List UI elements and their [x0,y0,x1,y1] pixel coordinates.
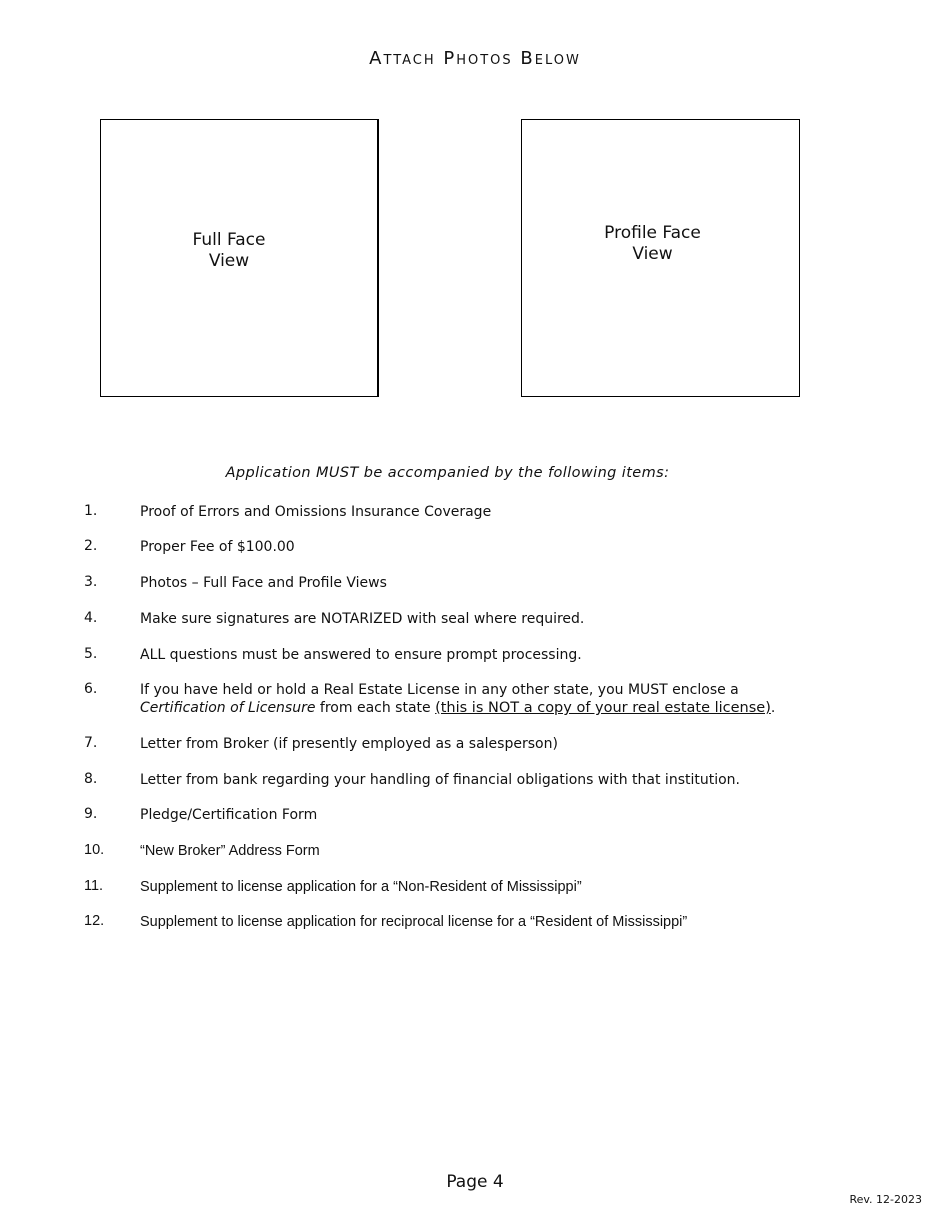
item-number: 9. [84,806,98,822]
item-number: 2. [84,538,98,554]
item-text: Proof of Errors and Omissions Insurance Coverage [140,504,492,520]
item-text [140,681,775,717]
item-text: Make sure signatures are NOTARIZED with seal where required. [140,611,585,627]
item-text: Letter from Broker (if presently employed as a salesperson) [140,736,558,752]
item-text: Supplement to license application for a “Non-Resident of Mississippi” [140,879,582,895]
item-number: 12. [84,913,105,929]
item-text: Proper Fee of $100.00 [140,539,295,555]
item-number: 11. [84,878,104,894]
item-text: Supplement to license application for reciprocal license for a “Resident of Mississippi” [140,914,688,930]
item-number: 7. [84,735,98,751]
page-title: Attach Photos Below [369,48,581,69]
revision-label: Rev. 12-2023 [849,1193,922,1206]
item-number: 5. [84,646,98,662]
item-text-end: . [770,700,776,716]
label-line: View [632,244,673,264]
item-number: 6. [84,681,98,697]
item-text: “New Broker” Address Form [140,843,320,859]
label-line: Profile Face [604,223,701,243]
full-face-label [91,230,367,272]
page-number: Page 4 [446,1172,504,1192]
item-number: 10. [84,842,105,858]
item-text: Pledge/Certification Form [140,807,318,823]
item-number: 8. [84,771,98,787]
item-text-line1: If you have held or hold a Real Estate License in any other state, you MUST enclose a [140,682,739,698]
item-number: 3. [84,574,98,590]
profile-face-photo-box [521,119,800,397]
label-line: Full Face [192,230,266,250]
full-face-photo-box [100,119,379,397]
certification-term: Certification of Licensure [140,700,316,716]
profile-face-label [514,223,791,265]
item-number: 1. [84,503,98,519]
item-text-plain: from each state [315,700,436,716]
item-number: 4. [84,610,98,626]
label-line: View [208,251,250,271]
requirements-intro: Application MUST be accompanied by the following items: [225,465,670,481]
item-text: ALL questions must be answered to ensure prompt processing. [140,647,582,663]
license-note: (this is NOT a copy of your real estate license) [435,700,771,716]
item-text: Letter from bank regarding your handling of financial obligations with that institution. [140,772,740,788]
item-text: Photos – Full Face and Profile Views [140,575,387,591]
